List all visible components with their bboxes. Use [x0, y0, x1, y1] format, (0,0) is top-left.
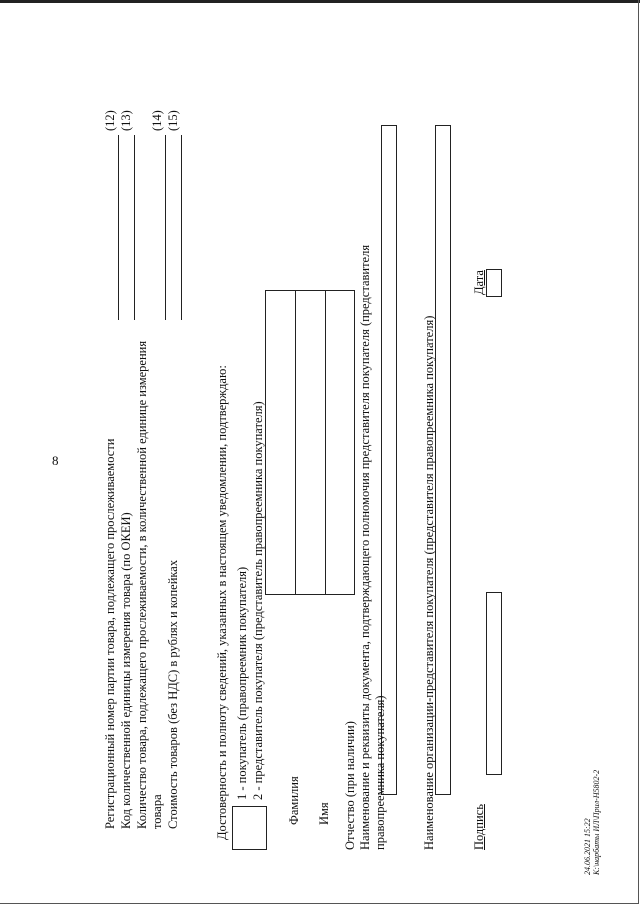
patronymic-label: Отчество (при наличии): [343, 721, 357, 850]
footer-path: К:\нарбаты ИЛ\Прил-Н5802-2: [592, 769, 601, 875]
certify-option-1: 1 - покупатель (правопреемник покупателя): [235, 566, 249, 800]
document-label-line1: Наименование и реквизиты документа, подтверждающего полномочия представителя покупателя (представителя: [358, 244, 372, 850]
field-12-label: Регистрационный номер партии товара, подлежащего прослеживаемости: [103, 438, 117, 829]
field-14-label: Количество товара, подлежащего прослеживаемости, в количественной единице измерения: [135, 340, 149, 829]
page-number: 8: [52, 453, 59, 468]
field-12-code: (12): [103, 110, 117, 131]
name-label: Имя: [317, 802, 331, 825]
document-label-line2: правопреемника покупателя): [373, 695, 387, 850]
field-14-label-cont: товара: [150, 794, 164, 829]
field-13-code: (13): [119, 110, 133, 131]
rotated-form: [5, 15, 625, 895]
date-box[interactable]: [486, 269, 502, 297]
field-15-label: Стоимость товаров (без НДС) в рублях и копейках: [166, 559, 180, 829]
organization-box[interactable]: [435, 125, 451, 795]
organization-label: Наименование организации-представителя покупателя (представителя правопреемника покупателя): [422, 315, 436, 850]
certify-heading: Достоверность и полноту сведений, указанных в настоящем уведомлении, подтверждаю:: [215, 365, 229, 840]
field-12-line[interactable]: [118, 135, 119, 320]
name-grid: [265, 290, 355, 595]
field-13-label: Код количественной единицы измерения товара (по ОКЕИ): [119, 512, 133, 829]
footer-timestamp: 24.06.2021 15:22: [583, 818, 592, 875]
field-15-code: (15): [166, 110, 180, 131]
field-15-line[interactable]: [181, 135, 182, 320]
field-14-code: (14): [150, 110, 164, 131]
signature-box[interactable]: [486, 592, 502, 775]
surname-label: Фамилия: [287, 776, 301, 825]
field-13-line[interactable]: [134, 135, 135, 320]
certify-option-2: 2 - представитель покупателя (представитель правопреемника покупателя): [251, 401, 265, 800]
certify-choice-box[interactable]: [232, 806, 267, 850]
signature-label: Подпись: [472, 804, 486, 850]
field-14-line[interactable]: [165, 135, 166, 320]
date-label: Дата: [472, 270, 486, 295]
